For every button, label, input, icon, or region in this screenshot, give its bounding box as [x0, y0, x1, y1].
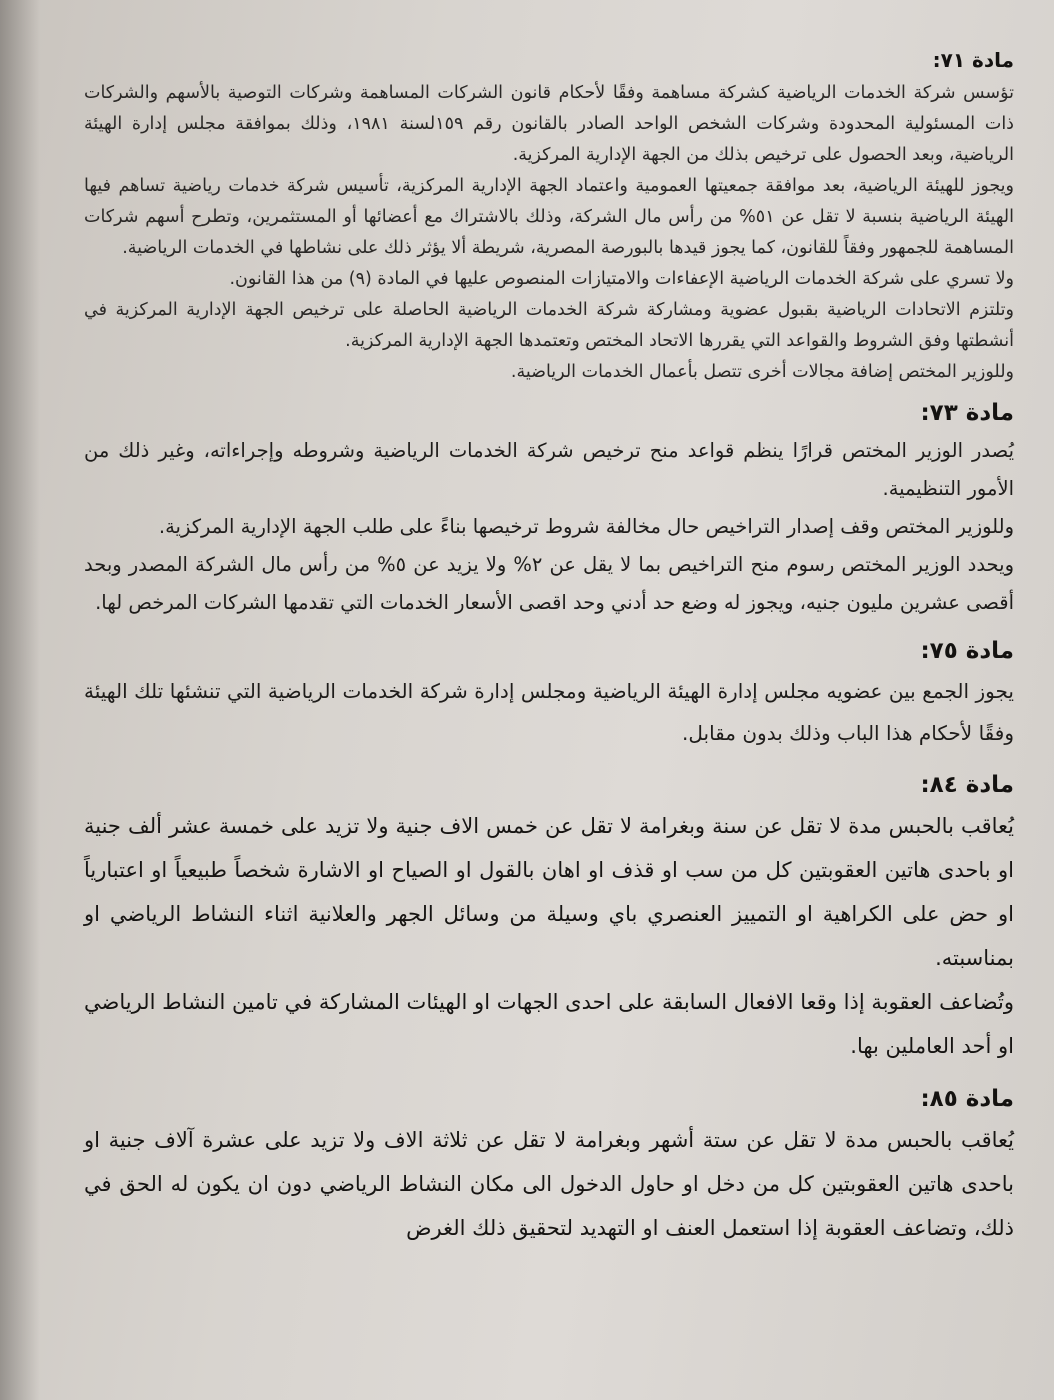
article-heading: مادة ٨٤: — [920, 772, 1014, 798]
article-paragraph: وتُضاعف العقوبة إذا وقعا الافعال السابقة على احدى الجهات او الهيئات المشاركة في تامين النشاط الرياضي او أحد العاملين بها. — [84, 990, 1014, 1058]
page-shadow — [0, 0, 40, 1400]
article-paragraph: يجوز الجمع بين عضويه مجلس إدارة الهيئة الرياضية ومجلس إدارة شركة الخدمات الرياضية التي تنشئها تلك الهيئة وفقًا لأحكام هذا الباب وذلك بدون مقابل. — [84, 679, 1014, 745]
article-84 — [84, 772, 1014, 1068]
article-paragraph: وللوزير المختص إضافة مجالات أخرى تتصل بأعمال الخدمات الرياضية. — [510, 362, 1014, 382]
article-heading: مادة ٧٣: — [920, 400, 1014, 426]
article-85 — [84, 1086, 1014, 1250]
article-paragraph: يُعاقب بالحبس مدة لا تقل عن سنة وبغرامة لا تقل عن خمس الاف جنية ولا تزيد على خمسة عشر ألف جنية او باحدى هاتين العقوبتين كل من سب او قذف او اهان بالقول او الصياح او الاشارة شخصاً طبيعياً او اعتبارياً او حض على الكراهية او التمييز العنصري باي وسيلة من وسائل الجهر والعلانية اثناء النشاط الرياضي او بمناسبته. — [84, 814, 1014, 970]
article-73 — [84, 400, 1014, 622]
article-paragraph: ولا تسري على شركة الخدمات الرياضية الإعفاءات والامتيازات المنصوص عليها في المادة (٩) من هذا القانون. — [229, 269, 1014, 289]
article-paragraph: ويحدد الوزير المختص رسوم منح التراخيص بما لا يقل عن ٢% ولا يزيد عن ٥% من رأس مال الشركة المصدر وبحد أقصى عشرين مليون جنيه، ويجوز له وضع حد أدني وحد اقصى الأسعار الخدمات التي تقدمها الشركات المرخص لها. — [84, 553, 1014, 614]
article-paragraph: وللوزير المختص وقف إصدار التراخيص حال مخالفة شروط ترخيصها بناءً على طلب الجهة الإدارية المركزية. — [158, 515, 1014, 538]
article-paragraph: ويجوز للهيئة الرياضية، بعد موافقة جمعيتها العمومية واعتماد الجهة الإدارية المركزية، تأسيس شركة خدمات رياضية تساهم فيها الهيئة الرياضية بنسبة لا تقل عن ٥١% من رأس مال الشركة، وذلك بالاشتراك مع أعضائها أو المستثمرين، وتطرح أسهم شركات المساهمة للجمهور وفقاً للقانون، كما يجوز قيدها بالبورصة المصرية، شريطة ألا يؤثر ذلك على نشاطها في الخدمات الرياضية. — [84, 176, 1014, 258]
article-71 — [84, 48, 1014, 388]
article-paragraph: يُعاقب بالحبس مدة لا تقل عن ستة أشهر وبغرامة لا تقل عن ثلاثة الاف ولا تزيد على عشرة آلاف جنية او باحدى هاتين العقوبتين كل من دخل او حاول الدخول الى مكان النشاط الرياضي دون ان يكون له الحق في ذلك، وتضاعف العقوبة إذا استعمل العنف او التهديد لتحقيق ذلك الغرض — [84, 1128, 1014, 1240]
article-75 — [84, 638, 1014, 754]
article-paragraph: تؤسس شركة الخدمات الرياضية كشركة مساهمة وفقًا لأحكام قانون الشركات المساهمة وشركات التوصية بالأسهم والشركات ذات المسئولية المحدودة وشركات الشخص الواحد الصادر بالقانون رقم ١٥٩لسنة ١٩٨١، وذلك بموافقة مجلس إدارة الهيئة الرياضية، وبعد الحصول على ترخيص بذلك من الجهة الإدارية المركزية. — [84, 83, 1014, 165]
article-heading: مادة ٧٥: — [920, 638, 1014, 664]
article-heading: مادة ٨٥: — [920, 1086, 1014, 1112]
article-paragraph: يُصدر الوزير المختص قرارًا ينظم قواعد منح ترخيص شركة الخدمات الرياضية وشروطه وإجراءاته، وغير ذلك من الأمور التنظيمية. — [84, 439, 1014, 500]
article-heading: مادة ٧١: — [932, 48, 1014, 72]
article-paragraph: وتلتزم الاتحادات الرياضية بقبول عضوية ومشاركة شركة الخدمات الرياضية الحاصلة على ترخيص الجهة الإدارية المركزية في أنشطتها وفق الشروط والقواعد التي يقررها الاتحاد المختص وتعتمدها الجهة الإدارية المركزية. — [84, 300, 1014, 351]
document-body — [84, 48, 1014, 1250]
